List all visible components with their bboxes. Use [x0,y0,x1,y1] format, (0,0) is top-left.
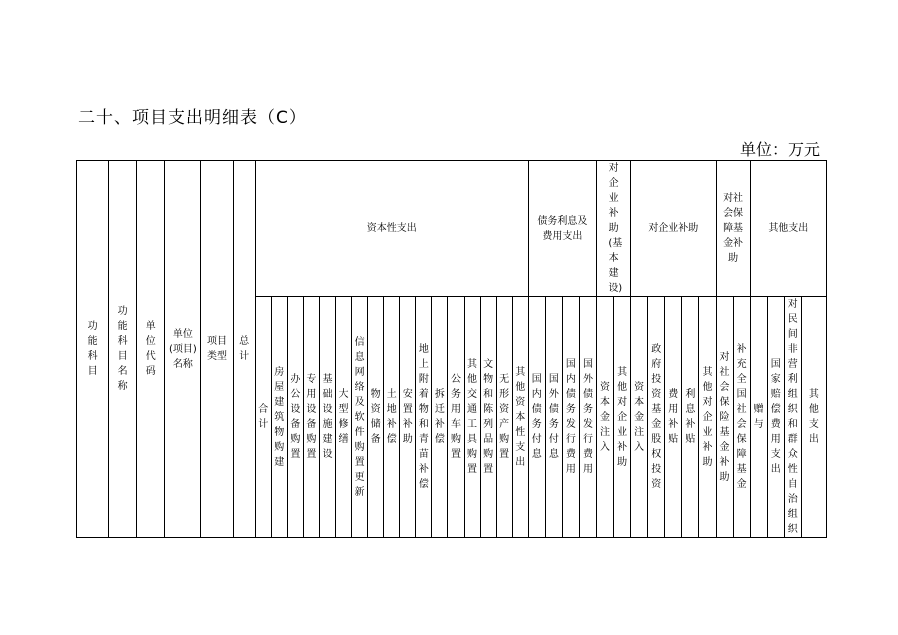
group-debt-interest: 债务利息及费用支出 [528,161,596,297]
col-debt-2: 国内债务发行费用 [562,297,579,538]
col-debt-0: 国内债务付息 [528,297,545,538]
col-enterprise-capital-1: 其他对企业补助 [614,297,631,538]
col-capital-12: 公务用车购置 [448,297,464,538]
col-capital-5: 大型修缮 [336,297,352,538]
col-capital-2: 办公设备购置 [287,297,303,538]
col-other-3: 其他支出 [801,297,826,538]
group-enterprise-capital-construction: 对企业补助(基本建设) [597,161,631,297]
group-capital-expenditure: 资本性支出 [255,161,528,297]
col-capital-3: 专用设备购置 [303,297,319,538]
header-function-subject-name: 功能科目名称 [109,161,137,538]
header-function-subject: 功能科目 [77,161,109,538]
col-other-0: 赠与 [750,297,767,538]
col-capital-16: 其他资本性支出 [512,297,528,538]
group-enterprise-subsidy: 对企业补助 [631,161,716,297]
col-debt-3: 国外债务发行费用 [579,297,596,538]
col-capital-6: 信息网络及软件购置更新 [352,297,368,538]
col-capital-7: 物资储备 [368,297,384,538]
col-capital-1: 房屋建筑物购建 [271,297,287,538]
group-social-security-fund: 对社会保障基金补助 [716,161,750,297]
col-capital-4: 基础设施建设 [319,297,335,538]
col-social-security-1: 补充全国社会保障基金 [733,297,750,538]
unit-label: 单位：万元 [739,140,820,159]
header-unit-code: 单位代码 [137,161,165,538]
col-enterprise-3: 利息补贴 [682,297,699,538]
col-capital-10: 地上附着物和青苗补偿 [416,297,432,538]
col-debt-1: 国外债务付息 [545,297,562,538]
col-capital-15: 无形资产购置 [496,297,512,538]
col-capital-8: 土地补偿 [384,297,400,538]
col-other-2: 对民间非营利组织和群众性自治组织 [784,297,801,538]
group-other-expenditure: 其他支出 [750,161,826,297]
col-enterprise-capital-0: 资本金注入 [597,297,614,538]
col-capital-13: 其他交通工具购置 [464,297,480,538]
col-enterprise-4: 其他对企业补助 [699,297,716,538]
col-enterprise-1: 政府投资基金股权投资 [648,297,665,538]
col-capital-9: 安置补助 [400,297,416,538]
header-total: 总计 [233,161,255,538]
header-unit-name: 单位(项目)名称 [165,161,201,538]
col-social-security-0: 对社会保险基金补助 [716,297,733,538]
col-other-1: 国家赔偿费用支出 [767,297,784,538]
col-capital-14: 文物和陈列品购置 [480,297,496,538]
col-enterprise-0: 资本金注入 [631,297,648,538]
header-project-type: 项目类型 [201,161,233,538]
page-title: 二十、项目支出明细表（C） [78,108,307,128]
expenditure-table [76,160,827,538]
col-capital-11: 拆迁补偿 [432,297,448,538]
col-enterprise-2: 费用补贴 [665,297,682,538]
col-capital-0: 合计 [255,297,271,538]
